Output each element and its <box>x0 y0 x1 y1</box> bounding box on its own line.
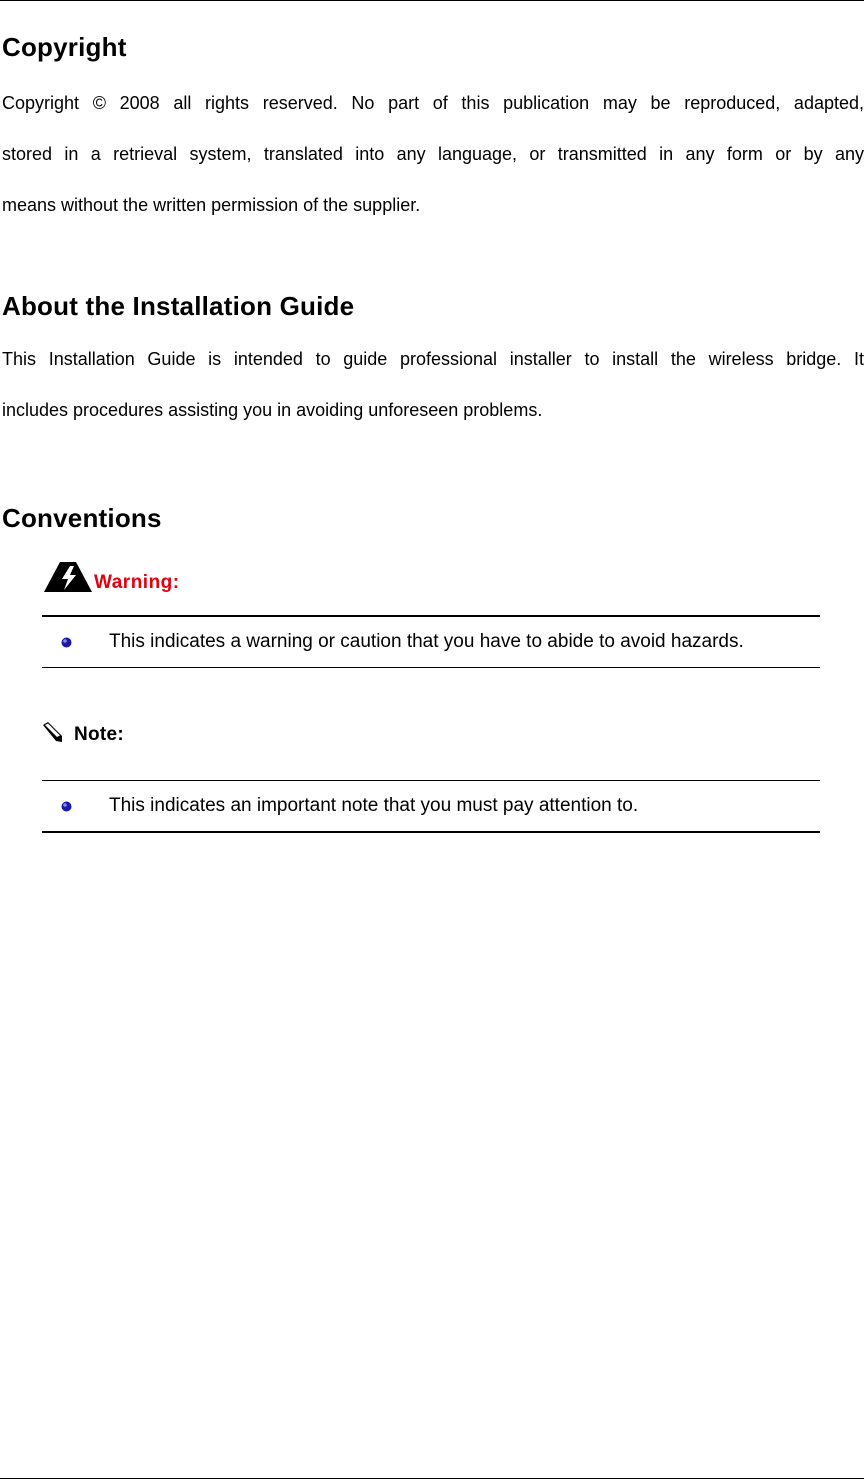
warning-box <box>42 615 820 668</box>
warning-item <box>42 617 820 667</box>
copyright-line-2: stored in a retrieval system, translated into any language, or transmitted in any form or by any <box>2 144 864 164</box>
note-box <box>42 780 820 833</box>
warning-label: Warning: <box>94 572 180 593</box>
note-item <box>42 781 820 831</box>
about-line-2: includes procedures assisting you in avoiding unforeseen problems. <box>2 400 543 420</box>
note-label: Note: <box>74 724 125 745</box>
warning-box-bottom-rule <box>42 667 820 668</box>
bullet-icon <box>60 800 73 813</box>
conventions-heading: Conventions <box>2 503 162 533</box>
about-paragraph <box>2 334 864 436</box>
about-line-1: This Installation Guide is intended to guide professional installer to install the wireless bridge. It <box>2 349 864 369</box>
copyright-heading: Copyright <box>2 32 127 62</box>
note-item-text: This indicates an important note that you must pay attention to. <box>109 795 639 816</box>
bullet-icon <box>60 636 73 649</box>
page-top-rule <box>0 0 864 1</box>
page-bottom-rule <box>0 1478 864 1479</box>
warning-icon <box>40 560 94 594</box>
note-label-row <box>40 720 124 746</box>
pencil-icon <box>40 720 66 746</box>
copyright-line-1: Copyright © 2008 all rights reserved. No part of this publication may be reproduced, adapted, <box>2 93 864 113</box>
about-heading: About the Installation Guide <box>2 291 355 321</box>
warning-label-row <box>40 560 180 594</box>
copyright-line-3: means without the written permission of the supplier. <box>2 195 421 215</box>
warning-item-text: This indicates a warning or caution that you have to abide to avoid hazards. <box>109 631 744 652</box>
note-box-bottom-rule <box>42 831 820 833</box>
copyright-paragraph <box>2 78 864 231</box>
